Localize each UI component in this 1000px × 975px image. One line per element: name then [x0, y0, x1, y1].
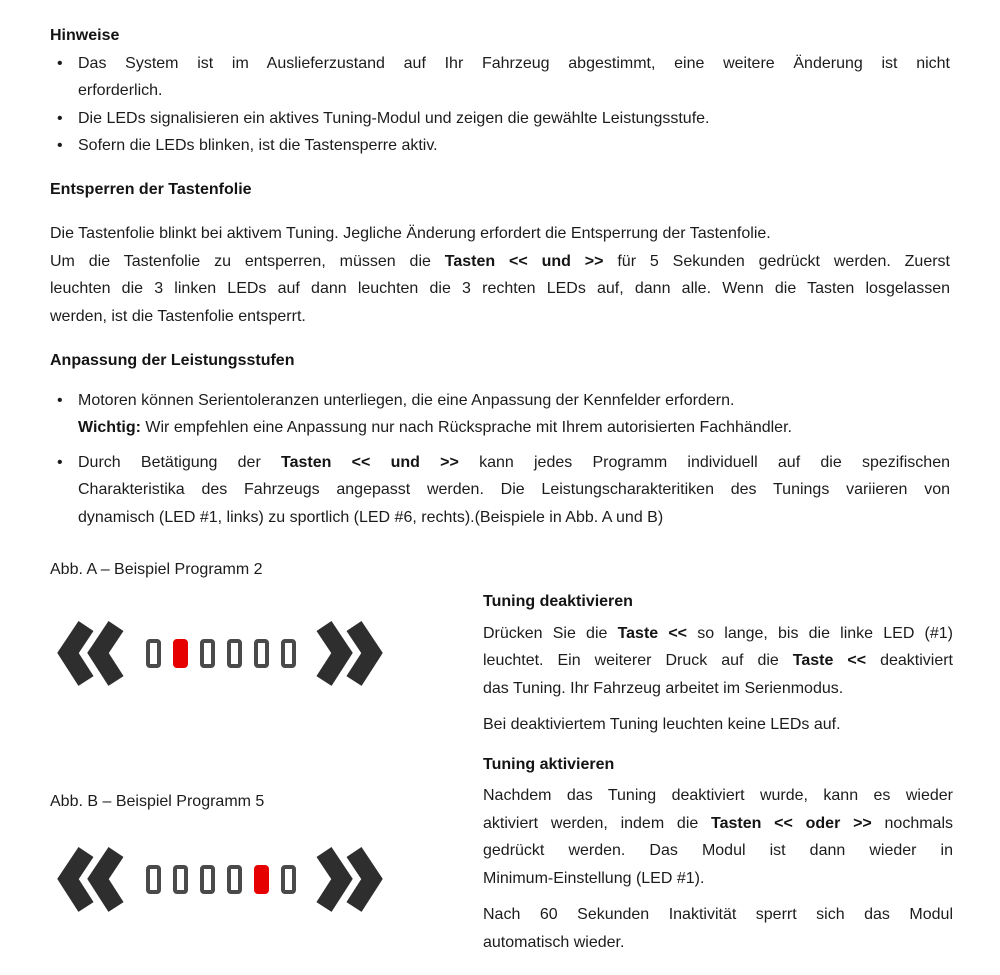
text-run-bold: Tasten << und >>: [281, 453, 459, 471]
text-line: erforderlich.: [78, 82, 163, 99]
text-run: leuchtet. Ein weiterer Druck auf die: [483, 652, 793, 669]
main-text-column: [50, 22, 950, 531]
figure-a-graphic: [56, 620, 384, 686]
led-indicator-6: [281, 865, 296, 894]
chevron-left-icon: [56, 846, 128, 912]
text-run: kann jedes Programm individuell auf die spezifischen: [458, 453, 951, 471]
text-line: leuchten die 3 linken LEDs auf dann leuchten die 3 rechten LEDs auf, dann alle. Wenn die Tasten losgelassen: [50, 280, 950, 297]
section-title-anpassung: Anpassung der Leistungsstufen: [50, 352, 295, 369]
text-line: das Tuning. Ihr Fahrzeug arbeitet im Serienmodus.: [483, 679, 844, 697]
figure-b-label: Abb. B – Beispiel Programm 5: [50, 793, 265, 810]
chevron-right-icon: [312, 846, 384, 912]
chevron-right-icon: [312, 620, 384, 686]
text-line: werden, ist die Tastenfolie entsperrt.: [50, 307, 306, 325]
figure-a-label: Abb. A – Beispiel Programm 2: [50, 561, 263, 578]
led-indicator-5: [254, 639, 269, 668]
bullet-icon: •: [57, 137, 63, 154]
list-item: [50, 50, 950, 105]
paragraph-deaktivieren-note: Bei deaktiviertem Tuning leuchten keine LEDs auf.: [483, 716, 841, 733]
bullet-icon: •: [57, 391, 63, 409]
section-title-entsperren: Entsperren der Tastenfolie: [50, 180, 252, 198]
text-run: für 5 Sekunden gedrückt werden. Zuerst: [603, 252, 950, 270]
paragraph-aktivieren: [483, 782, 953, 892]
text-line: [483, 620, 953, 648]
text-line: Die LEDs signalisieren ein aktives Tuning-Modul und zeigen die gewählte Leistungsstufe.: [78, 109, 710, 127]
list-item: [50, 132, 950, 160]
text-run: Um die Tastenfolie zu entsperren, müssen die: [50, 252, 445, 270]
text-run: so lange, bis die linke LED (#1): [687, 624, 953, 642]
paragraph-deaktivieren: [483, 620, 953, 703]
text-run: Drücken Sie die: [483, 624, 618, 642]
led-row: [146, 865, 296, 894]
text-line: [483, 647, 953, 675]
bullet-text: [78, 105, 950, 133]
text-run-bold: Taste <<: [617, 624, 688, 642]
text-line: [78, 449, 950, 477]
figure-b-graphic: [56, 846, 384, 912]
text-run-bold: Tasten << und >>: [444, 252, 604, 270]
led-indicator-2: [173, 865, 188, 894]
led-indicator-4: [227, 865, 242, 894]
led-row: [146, 639, 296, 668]
text-run: nochmals: [871, 814, 954, 832]
section-title-hinweise: Hinweise: [50, 27, 120, 44]
text-line: Das System ist im Auslieferzustand auf Ihr Fahrzeug abgestimmt, eine weitere Änderung ist nicht: [78, 54, 950, 72]
bullet-text: [78, 132, 950, 160]
bullet-text: [78, 387, 950, 442]
paragraph-entsperren: [50, 220, 950, 330]
led-indicator-3: [200, 865, 215, 894]
text-run: aktiviert werden, indem die: [483, 814, 712, 832]
text-line: Motoren können Serientoleranzen unterliegen, die eine Anpassung der Kennfelder erfordern.: [78, 391, 735, 409]
text-run: Durch Betätigung der: [78, 453, 282, 471]
text-run: Wir empfehlen eine Anpassung nur nach Rücksprache mit Ihrem autorisierten Fachhändler.: [140, 419, 792, 436]
text-line: [78, 414, 950, 442]
led-indicator-1: [146, 865, 161, 894]
text-line: gedrückt werden. Das Modul ist dann wieder in: [483, 842, 953, 859]
side-text-column: [483, 588, 953, 956]
led-indicator-2-active: [173, 639, 188, 668]
list-item: [50, 449, 950, 532]
text-line: Minimum-Einstellung (LED #1).: [483, 869, 705, 887]
text-line: dynamisch (LED #1, links) zu sportlich (LED #6, rechts).(Beispiele in Abb. A und B): [78, 508, 664, 526]
text-line: Nach 60 Sekunden Inaktivität sperrt sich das Modul: [483, 906, 953, 923]
bullet-text: [78, 449, 950, 532]
list-item: [50, 387, 950, 442]
led-indicator-3: [200, 639, 215, 668]
section-title-deaktivieren: Tuning deaktivieren: [483, 593, 633, 610]
text-line: Die Tastenfolie blinkt bei aktivem Tuning. Jegliche Änderung erfordert die Entsperrung der Tastenfolie.: [50, 225, 771, 242]
section-title-aktivieren: Tuning aktivieren: [483, 755, 615, 773]
bullet-text: [78, 50, 950, 105]
paragraph-aktivieren-note: [483, 901, 953, 956]
text-line: automatisch wieder.: [483, 933, 625, 951]
text-run-bold: Taste <<: [792, 652, 867, 669]
bullet-icon: •: [57, 109, 63, 127]
text-line: Sofern die LEDs blinken, ist die Tastensperre aktiv.: [78, 137, 438, 154]
chevron-left-icon: [56, 620, 128, 686]
text-run: deaktiviert: [866, 652, 953, 669]
bullet-icon: •: [57, 54, 63, 72]
led-indicator-5-active: [254, 865, 269, 894]
led-indicator-4: [227, 639, 242, 668]
text-line: [483, 810, 953, 838]
led-indicator-6: [281, 639, 296, 668]
led-indicator-1: [146, 639, 161, 668]
text-run-bold: Tasten << oder >>: [711, 814, 872, 832]
list-item: [50, 105, 950, 133]
text-run-bold: Wichtig:: [78, 419, 141, 436]
text-line: Charakteristika des Fahrzeugs angepasst werden. Die Leistungscharakteritiken des Tunings variieren von: [78, 481, 950, 498]
bullet-icon: •: [57, 453, 63, 471]
text-line: Nachdem das Tuning deaktiviert wurde, kann es wieder: [483, 787, 953, 804]
text-line: [50, 248, 950, 276]
